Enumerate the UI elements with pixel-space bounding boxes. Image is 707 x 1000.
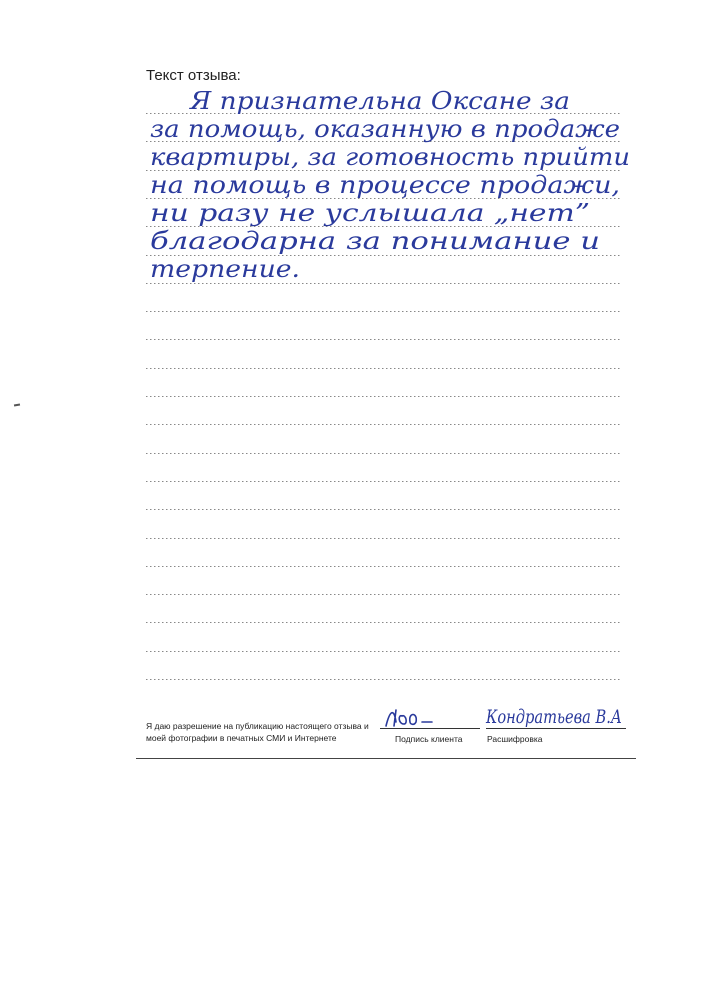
decode-caption: Расшифровка	[487, 734, 543, 744]
handwritten-line-7: терпение.	[150, 255, 300, 283]
signature-rule	[380, 728, 480, 729]
decode-rule	[486, 728, 626, 729]
signature-name-text: Кондратьева В.А	[485, 706, 622, 728]
publication-consent: Я даю разрешение на публикацию настоящего отзыва и моей фотографии в печатных СМИ и Интернете	[146, 721, 369, 743]
signature-caption: Подпись клиента	[395, 734, 463, 744]
handwritten-line-6: благодарна за понимание и	[150, 227, 600, 255]
handwritten-line-5: ни разу не услышала „нет”	[150, 199, 590, 227]
handwritten-line-2: за помощь, оказанную в продаже	[150, 115, 620, 143]
handwritten-line-4: на помощь в процессе продажи,	[150, 171, 620, 199]
form-title: Текст отзыва:	[146, 67, 241, 84]
handwritten-line-1: Я признательна Оксане за	[188, 87, 570, 115]
handwritten-line-3: квартиры, за готовность прийти	[150, 143, 630, 171]
footer-rule	[136, 758, 636, 759]
